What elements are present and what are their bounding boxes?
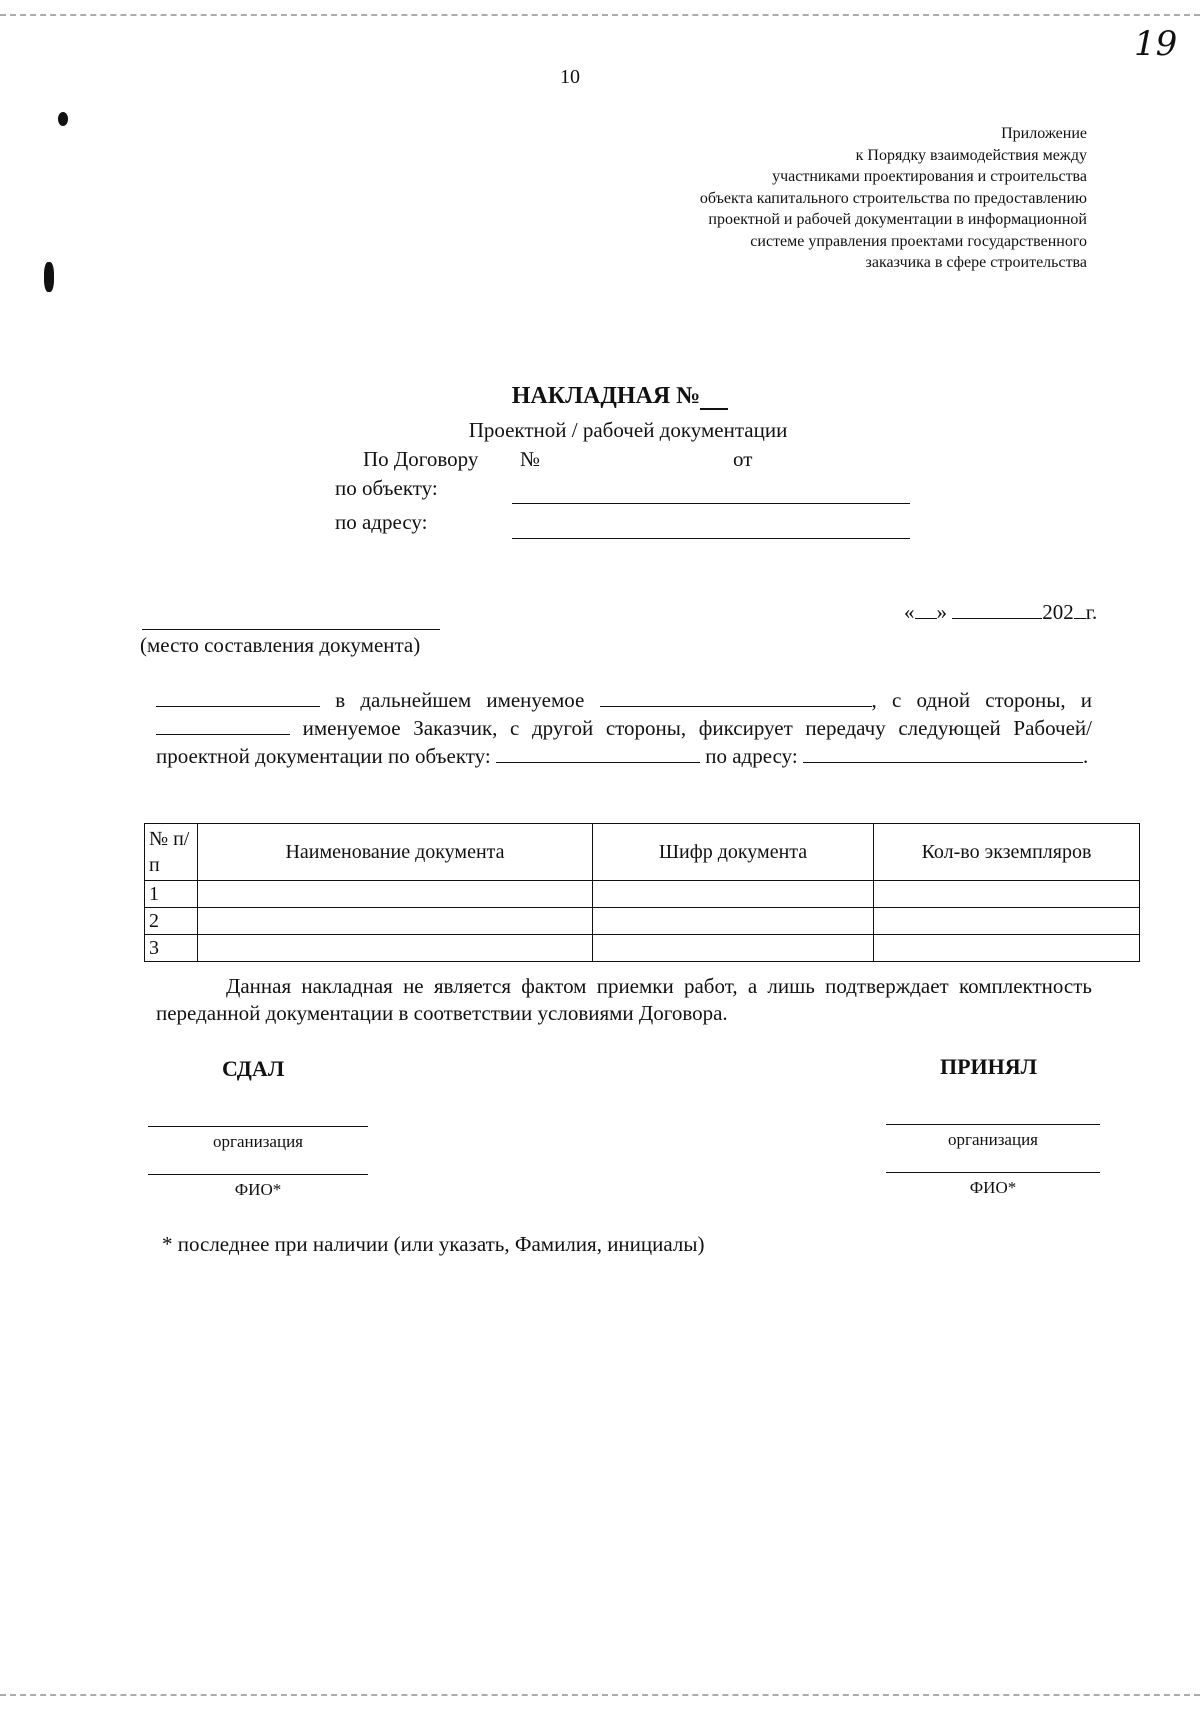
table-cell[interactable] — [874, 935, 1140, 962]
page-number: 10 — [560, 66, 580, 88]
appendix-line: объекта капитального строительства по предоставлению — [699, 189, 1087, 207]
paragraph-address-blank[interactable] — [803, 742, 1083, 763]
scan-border-top — [0, 14, 1200, 16]
paragraph-text: . — [1082, 744, 1089, 768]
appendix-line: проектной и рабочей документации в информационной — [708, 211, 1087, 228]
handed-over-org-caption: организация — [213, 1132, 303, 1151]
table-header-row — [145, 824, 1140, 881]
address-label: по адресу: — [335, 510, 428, 534]
table-header-cell: № п/п — [145, 824, 198, 881]
table-cell[interactable] — [593, 881, 874, 908]
object-label: по объекту: — [335, 476, 438, 500]
document-title-text: НАКЛАДНАЯ № — [511, 383, 701, 409]
table-cell: 3 — [145, 935, 198, 962]
table-cell[interactable] — [198, 908, 593, 935]
title-number-blank[interactable] — [700, 388, 728, 410]
table-cell[interactable] — [874, 908, 1140, 935]
table-header-cell: Кол-во экземпляров — [874, 824, 1140, 881]
paragraph-text: в дальнейшем именуемое — [335, 688, 585, 712]
document-subtitle: Проектной / рабочей документации — [468, 418, 788, 442]
table-cell[interactable] — [198, 881, 593, 908]
contract-number-label: № — [520, 447, 541, 471]
table-cell: 2 — [145, 908, 198, 935]
paragraph-text: , с одной стороны, и — [871, 688, 1093, 712]
appendix-line: Приложение — [1001, 125, 1087, 142]
object-field-line[interactable] — [512, 503, 910, 504]
disclaimer-note: Данная накладная не является фактом приемки работ, а лишь подтверждает комплектность переданной документации в соответствии условиями Договора. — [156, 974, 1092, 1025]
party-one-alias-blank[interactable] — [600, 686, 872, 707]
received-org-line[interactable] — [886, 1124, 1100, 1125]
handed-over-name-line[interactable] — [148, 1174, 368, 1175]
date-year-suffix: г. — [1085, 600, 1098, 624]
appendix-line: заказчика в сфере строительства — [865, 254, 1087, 271]
handed-over-heading: СДАЛ — [222, 1056, 285, 1081]
party-one-blank[interactable] — [156, 686, 320, 707]
appendix-line: к Порядку взаимодействия между — [855, 146, 1087, 164]
table-row — [145, 908, 1140, 935]
paragraph-object-blank[interactable] — [496, 742, 700, 763]
table-row — [145, 935, 1140, 962]
document-date — [904, 600, 1097, 625]
received-heading: ПРИНЯЛ — [940, 1054, 1038, 1079]
table-cell[interactable] — [874, 881, 1140, 908]
table-header-cell: Шифр документа — [593, 824, 874, 881]
scan-speck — [58, 112, 68, 126]
paragraph-text: по адресу: — [705, 744, 798, 768]
table-header-cell: Наименование документа — [198, 824, 593, 881]
date-quote-open: « — [904, 600, 915, 624]
date-year-prefix: 202 — [1042, 600, 1074, 624]
received-name-line[interactable] — [886, 1172, 1100, 1173]
transfer-paragraph — [156, 686, 1092, 770]
table-cell[interactable] — [198, 935, 593, 962]
place-caption: (место составления документа) — [140, 633, 421, 657]
place-field-line[interactable] — [142, 629, 440, 630]
document-title — [0, 383, 1200, 410]
contract-label: По Договору — [363, 447, 479, 471]
contract-date-label: от — [733, 447, 753, 471]
scan-border-bottom — [0, 1694, 1200, 1696]
table-cell: 1 — [145, 881, 198, 908]
date-quote-close: » — [936, 600, 947, 624]
table-cell[interactable] — [593, 935, 874, 962]
scan-speck — [44, 262, 54, 292]
handed-over-name-caption: ФИО* — [234, 1180, 282, 1199]
appendix-reference — [567, 123, 1087, 274]
handed-over-org-line[interactable] — [148, 1126, 368, 1127]
date-year-blank[interactable] — [1074, 600, 1086, 619]
table-cell[interactable] — [593, 908, 874, 935]
documents-table — [144, 823, 1140, 962]
date-day-blank[interactable] — [915, 600, 937, 619]
footnote: * последнее при наличии (или указать, Фамилия, инициалы) — [162, 1232, 705, 1256]
address-field-line[interactable] — [512, 538, 910, 539]
handwritten-page-mark: 19 — [1134, 24, 1178, 64]
appendix-line: системе управления проектами государственного — [750, 232, 1087, 250]
received-org-caption: организация — [948, 1130, 1038, 1149]
table-row — [145, 881, 1140, 908]
party-two-blank[interactable] — [156, 714, 290, 735]
date-month-blank[interactable] — [952, 600, 1042, 619]
appendix-line: участниками проектирования и строительства — [772, 168, 1087, 185]
paragraph-text: именуемое Заказчик, с другой стороны, фиксирует передачу следующей Рабочей/проектной документации по объекту: — [156, 716, 1093, 768]
received-name-caption: ФИО* — [969, 1178, 1017, 1197]
